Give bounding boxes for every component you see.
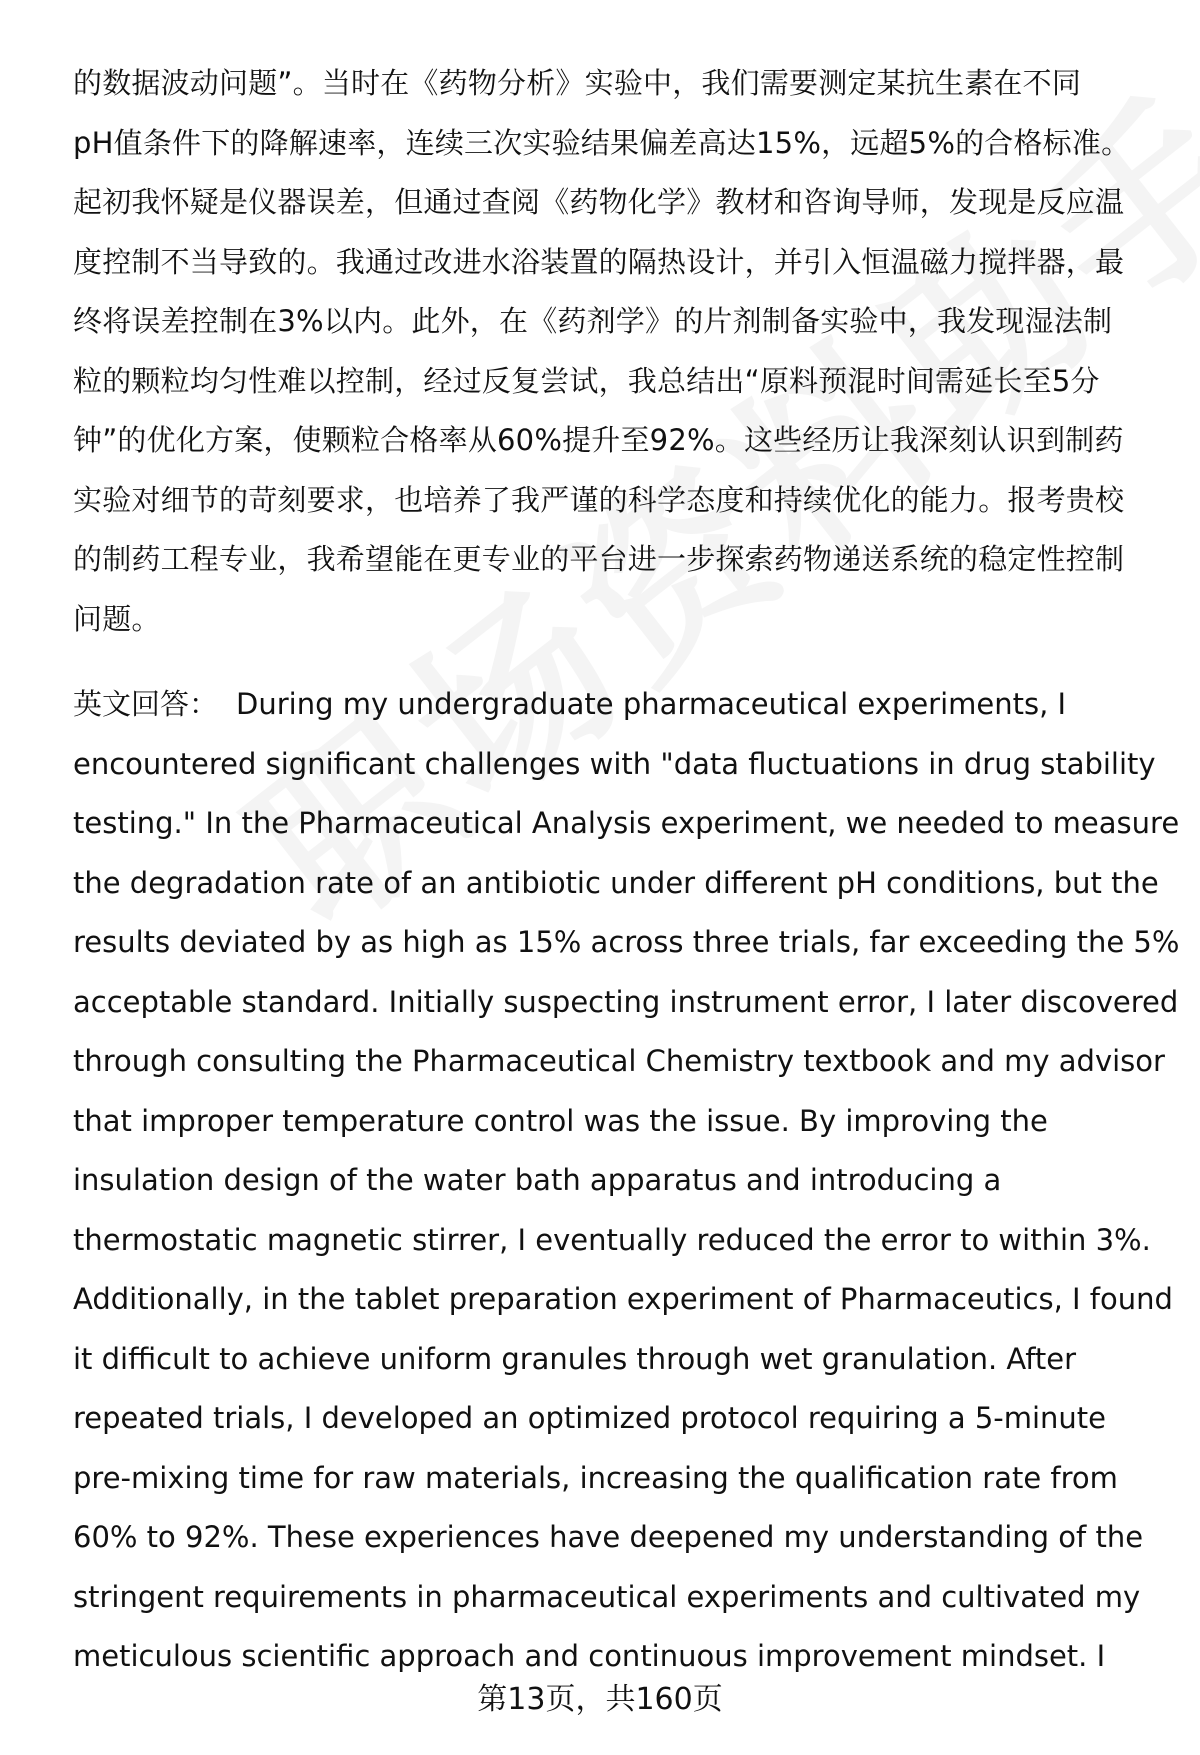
text-line: Additionally, in the tablet preparation experiment of Pharmaceutics, I found (73, 1282, 1173, 1316)
text-line: 粒的颗粒均匀性难以控制，经过反复尝试，我总结出“原料预混时间需延长至5分 (73, 363, 1100, 398)
text-line: meticulous scientific approach and continuous improvement mindset. I (73, 1639, 1106, 1673)
page-content (73, 54, 1180, 1687)
text-line: 60% to 92%. These experiences have deepened my understanding of the (73, 1520, 1144, 1554)
chinese-answer-paragraph (73, 54, 1153, 649)
text-line-content: During my undergraduate pharmaceutical experiments, I (236, 687, 1067, 721)
text-line: 终将误差控制在3%以内。此外，在《药剂学》的片剂制备实验中，我发现湿法制 (73, 304, 1113, 338)
text-line: that improper temperature control was the issue. By improving the (73, 1103, 1048, 1138)
text-line: 度控制不当导致的。我通过改进水浴装置的隔热设计，并引入恒温磁力搅拌器，最 (73, 244, 1125, 279)
text-line (73, 675, 1153, 735)
text-line: acceptable standard. Initially suspecting instrument error, I later discovered (73, 984, 1179, 1019)
text-line: 实验对细节的苛刻要求，也培养了我严谨的科学态度和持续优化的能力。报考贵校 (73, 482, 1125, 517)
text-line: testing." In the Pharmaceutical Analysis experiment, we needed to measure (73, 806, 1180, 840)
text-line: 问题。 (73, 601, 161, 636)
page-number-footer: 第13页，共160页 (477, 1682, 723, 1717)
english-answer-label: 英文回答： (73, 687, 219, 721)
text-line: results deviated by as high as 15% across three trials, far exceeding the 5% (73, 925, 1180, 959)
text-line: 钟”的优化方案，使颗粒合格率从60%提升至92%。这些经历让我深刻认识到制药 (73, 423, 1124, 457)
text-line: stringent requirements in pharmaceutical experiments and cultivated my (73, 1579, 1141, 1614)
text-line: 起初我怀疑是仪器误差，但通过查阅《药物化学》教材和咨询导师，发现是反应温 (73, 185, 1125, 219)
text-line: 的制药工程专业，我希望能在更专业的平台进一步探索药物递送系统的稳定性控制 (73, 542, 1125, 576)
text-line: repeated trials, I developed an optimized protocol requiring a 5-minute (73, 1401, 1107, 1435)
text-line: insulation design of the water bath apparatus and introducing a (73, 1163, 1002, 1197)
text-line: pre-mixing time for raw materials, increasing the qualification rate from (73, 1460, 1118, 1495)
text-line: the degradation rate of an antibiotic under different pH conditions, but the (73, 865, 1159, 900)
text-line: 的数据波动问题”。当时在《药物分析》实验中，我们需要测定某抗生素在不同 (73, 66, 1082, 100)
text-line: it difficult to achieve uniform granules through wet granulation. After (73, 1341, 1077, 1376)
text-line: pH值条件下的降解速率，连续三次实验结果偏差高达15%，远超5%的合格标准。 (73, 125, 1131, 160)
text-line: through consulting the Pharmaceutical Chemistry textbook and my advisor (73, 1044, 1165, 1078)
english-answer-paragraph (73, 675, 1180, 1687)
text-line: thermostatic magnetic stirrer, I eventually reduced the error to within 3%. (73, 1222, 1151, 1257)
text-line: encountered significant challenges with "data fluctuations in drug stability (73, 746, 1156, 781)
